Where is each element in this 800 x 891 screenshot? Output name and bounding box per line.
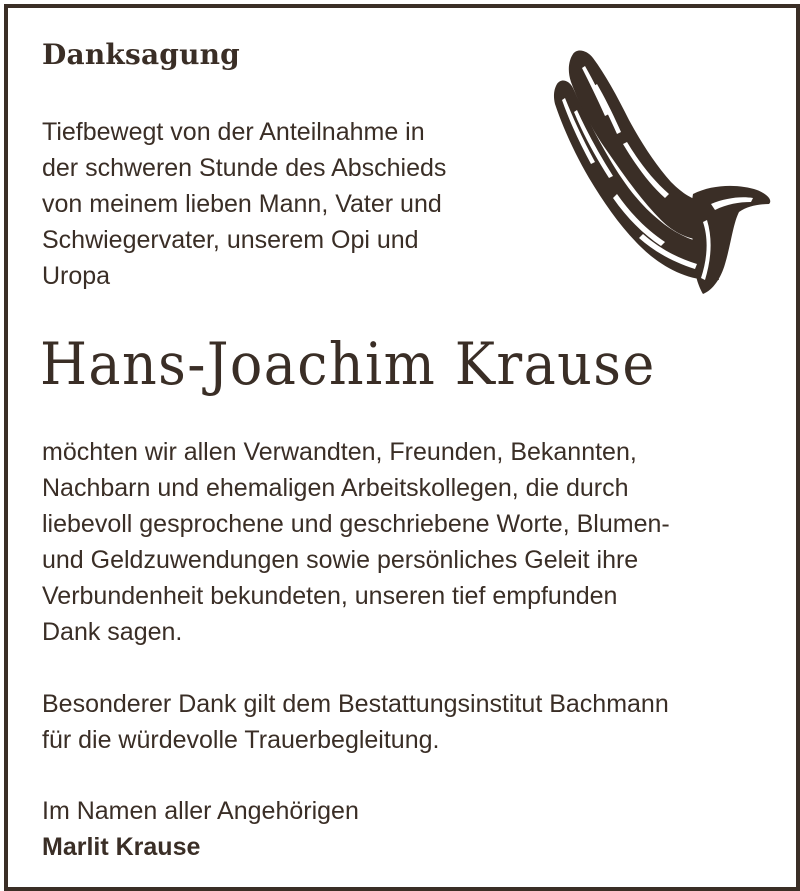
closing-line: Im Namen aller Angehörigen bbox=[42, 797, 359, 825]
obituary-frame bbox=[4, 4, 800, 891]
special-thanks-text: Besonderer Dank gilt dem Bestattungsinstitut Bachmann für die würdevolle Trauerbegleitung. bbox=[42, 690, 669, 754]
notice-heading: Danksagung bbox=[42, 38, 240, 71]
praying-hands-icon bbox=[543, 44, 773, 296]
deceased-name: Hans-Joachim Krause bbox=[40, 330, 656, 398]
signature-name: Marlit Krause bbox=[42, 833, 201, 861]
intro-text: Tiefbewegt von der Anteilnahme in der schweren Stunde des Abschieds von meinem lieben Mann, Vater und Schwiegervater, unserem Opi und Uropa bbox=[42, 118, 447, 290]
thanks-text: möchten wir allen Verwandten, Freunden, Bekannten, Nachbarn und ehemaligen Arbeitskollegen, die durch liebevoll gesprochene und geschriebene Worte, Blumen- und Geldzuwendungen sowie persönliches Geleit ihre Verbundenheit bekundeten, unseren tief empfunden Dank sagen. bbox=[42, 438, 670, 646]
